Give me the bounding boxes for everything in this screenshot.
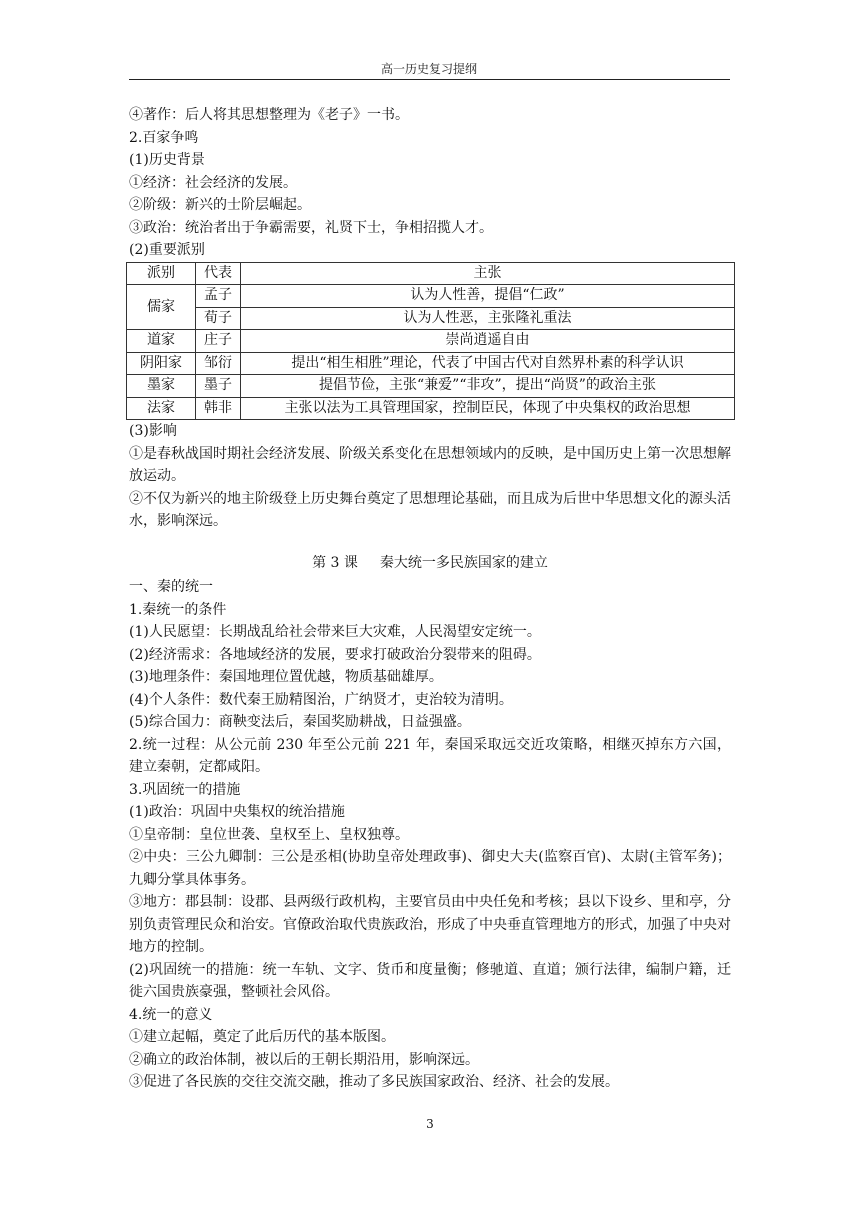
- measures-heading: 3.巩固统一的措施: [129, 781, 241, 798]
- significance-heading: 4.统一的意义: [129, 1006, 213, 1023]
- condition-2: (2)经济需求：各地域经济的发展，要求打破政治分裂带来的阻碍。: [129, 646, 541, 663]
- political-measures: (1)政治：巩固中央集权的统治措施: [129, 804, 345, 820]
- unification-process: 2.统一过程：从公元前 230 年至公元前 221 年，秦国采取远交近攻策略，相继灭掉东方六国，建立秦朝，定都咸阳。: [129, 736, 731, 775]
- emperor-system: ①皇帝制：皇位世袭、皇权至上、皇权独尊。: [129, 826, 409, 843]
- schools-heading: (2)重要派别: [129, 242, 205, 258]
- significance-3: ③促进了各民族的交往交流交融，推动了多民族国家政治、经济、社会的发展。: [129, 1074, 619, 1090]
- condition-5: (5)综合国力：商鞅变法后，秦国奖励耕战，日益强盛。: [129, 714, 471, 730]
- cell-school: 法家: [127, 397, 196, 420]
- table-row: [127, 375, 735, 398]
- table-row: [127, 397, 735, 420]
- lesson-title: [129, 552, 731, 575]
- cell-representative: 邹衍: [196, 352, 241, 375]
- background-economy: ①经济：社会经济的发展。: [129, 174, 297, 191]
- part-heading: 一、秦的统一: [129, 579, 213, 595]
- other-measures: (2)巩固统一的措施：统一车轨、文字、货币和度量衡；修驰道、直道；颁行法律，编制户籍，迁徙六国贵族豪强，整顿社会风俗。: [129, 961, 731, 1000]
- header-view: 主张: [241, 262, 735, 285]
- header-representative: 代表: [196, 262, 241, 285]
- lesson-name: 秦大统一多民族国家的建立: [379, 554, 548, 571]
- header-rule: [129, 79, 730, 80]
- condition-1: (1)人民愿望：长期战乱给社会带来巨大灾难，人民渴望安定统一。: [129, 624, 541, 640]
- conditions-heading: 1.秦统一的条件: [129, 601, 227, 618]
- significance-2: ②确立的政治体制，被以后的王朝长期沿用，影响深远。: [129, 1051, 479, 1068]
- page-number: 3: [426, 1117, 434, 1131]
- table-row: [127, 352, 735, 375]
- cell-school: 墨家: [127, 375, 196, 398]
- cell-representative: 韩非: [196, 397, 241, 420]
- lesson-number: 第 3 课: [312, 554, 358, 571]
- impact-paragraph-1: ①是春秋战国时期社会经济发展、阶级关系变化在思想领域内的反映，是中国历史上第一次思想解放运动。: [129, 445, 731, 484]
- background-heading: (1)历史背景: [129, 152, 205, 168]
- background-politics: ③政治：统治者出于争霸需要，礼贤下士，争相招揽人才。: [129, 219, 493, 236]
- significance-1: ①建立起幅，奠定了此后历代的基本版图。: [129, 1029, 395, 1045]
- schools-table: [126, 262, 735, 421]
- cell-view: 提出“相生相胜”理论，代表了中国古代对自然界朴素的科学认识: [241, 352, 735, 375]
- cell-school: 儒家: [127, 285, 196, 330]
- table-row: [127, 285, 735, 308]
- impact-paragraph-2: ②不仅为新兴的地主阶级登上历史舞台奠定了思想理论基础，而且成为后世中华思想文化的源头活水，影响深远。: [129, 490, 731, 529]
- cell-view: 提倡节俭，主张“兼爱”“非攻”，提出“尚贤”的政治主张: [241, 375, 735, 398]
- condition-3: (3)地理条件：秦国地理位置优越，物质基础雄厚。: [129, 669, 443, 685]
- local-system: ③地方：郡县制：设郡、县两级行政机构，主要官员由中央任免和考核；县以下设乡、里和亭，分别负责管理民众和治安。官僚政治取代贵族政治，形成了中央垂直管理地方的形式，加强了中央对地方的控制。: [129, 894, 731, 955]
- page-header-title: 高一历史复习提纲: [380, 62, 477, 76]
- central-system: ②中央：三公九卿制：三公是丞相(协助皇帝处理政事)、御史大夫(监察百官)、太尉(主管军务)；九卿分掌具体事务。: [129, 849, 731, 888]
- document-body: [129, 104, 731, 1094]
- background-class: ②阶级：新兴的士阶层崛起。: [129, 197, 311, 213]
- cell-school: 道家: [127, 330, 196, 353]
- cell-view: 认为人性恶，主张隆礼重法: [241, 307, 735, 330]
- intro-item4: ④著作：后人将其思想整理为《老子》一书。: [129, 107, 409, 123]
- cell-view: 认为人性善，提倡“仁政”: [241, 285, 735, 308]
- table-header-row: [127, 262, 735, 285]
- cell-representative: 孟子: [196, 285, 241, 308]
- table-row: [127, 307, 735, 330]
- section-hundred-schools: 2.百家争鸣: [129, 129, 199, 146]
- impact-heading: (3)影响: [129, 423, 177, 439]
- cell-view: 主张以法为工具管理国家，控制臣民，体现了中央集权的政治思想: [241, 397, 735, 420]
- cell-school: 阴阳家: [127, 352, 196, 375]
- header-school: 派别: [127, 262, 196, 285]
- table-row: [127, 330, 735, 353]
- cell-representative: 庄子: [196, 330, 241, 353]
- condition-4: (4)个人条件：数代秦王励精图治，广纳贤才，吏治较为清明。: [129, 691, 513, 708]
- cell-view: 崇尚逍遥自由: [241, 330, 735, 353]
- cell-representative: 荀子: [196, 307, 241, 330]
- cell-representative: 墨子: [196, 375, 241, 398]
